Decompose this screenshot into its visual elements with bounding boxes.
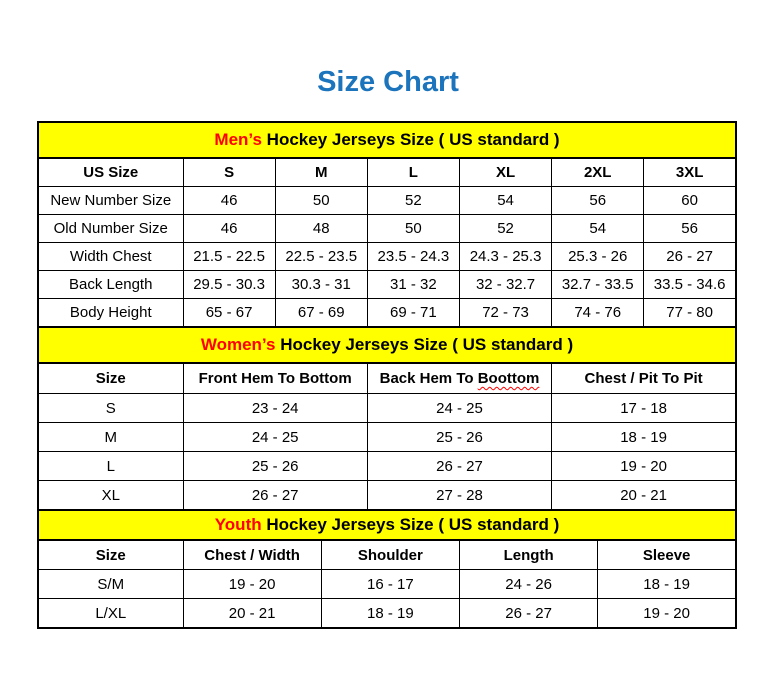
youth-column-header-0 [38, 540, 183, 570]
mens-table-row-2 [38, 243, 736, 271]
womens-column-header-2 [367, 363, 551, 394]
mens-cell-3-2: 31 - 32 [367, 271, 459, 299]
header-text: Back Hem To [379, 370, 478, 387]
womens-header-row [38, 363, 736, 394]
youth-cell-1-2: 26 - 27 [460, 599, 598, 629]
mens-cell-3-5: 33.5 - 34.6 [644, 271, 736, 299]
womens-size-table [37, 362, 737, 511]
mens-column-header-1 [183, 158, 275, 187]
mens-size-table [37, 157, 737, 328]
youth-cell-0-2: 24 - 26 [460, 570, 598, 599]
header-text: S [224, 164, 235, 181]
mens-cell-4-3: 72 - 73 [459, 299, 551, 328]
youth-table-row-0 [38, 570, 736, 599]
mens-cell-4-5: 77 - 80 [644, 299, 736, 328]
mens-cell-3-3: 32 - 32.7 [459, 271, 551, 299]
womens-cell-0-2: 17 - 18 [552, 394, 736, 423]
womens-table-row-2 [38, 452, 736, 481]
header-text: Front Hem To Bottom [198, 370, 352, 387]
youth-cell-0-1: 16 - 17 [321, 570, 459, 599]
mens-cell-0-4: 56 [552, 187, 644, 215]
mens-cell-4-1: 67 - 69 [275, 299, 367, 328]
header-text: Chest / Pit To Pit [584, 370, 703, 387]
header-text: Size [95, 370, 126, 387]
mens-column-header-4 [459, 158, 551, 187]
youth-cell-1-3: 19 - 20 [598, 599, 736, 629]
mens-cell-1-2: 50 [367, 215, 459, 243]
womens-title-rest: Hockey Jerseys Size ( US standard ) [275, 335, 574, 354]
size-chart-sections [37, 121, 737, 629]
mens-cell-0-0: 46 [183, 187, 275, 215]
mens-cell-2-3: 24.3 - 25.3 [459, 243, 551, 271]
mens-cell-2-2: 23.5 - 24.3 [367, 243, 459, 271]
mens-column-header-5 [552, 158, 644, 187]
youth-header-row [38, 540, 736, 570]
mens-cell-2-0: 21.5 - 22.5 [183, 243, 275, 271]
mens-cell-1-0: 46 [183, 215, 275, 243]
header-text: XL [495, 164, 516, 181]
mens-column-header-3 [367, 158, 459, 187]
womens-table-row-0 [38, 394, 736, 423]
womens-cell-1-0: 24 - 25 [183, 423, 367, 452]
womens-table-row-1 [38, 423, 736, 452]
section-womens [37, 326, 737, 511]
mens-table-row-3 [38, 271, 736, 299]
womens-column-header-0 [38, 363, 183, 394]
womens-cell-0-1: 24 - 25 [367, 394, 551, 423]
womens-cell-3-0: 26 - 27 [183, 481, 367, 511]
youth-row-label-1: L/XL [38, 599, 183, 629]
mens-cell-4-4: 74 - 76 [552, 299, 644, 328]
mens-cell-0-5: 60 [644, 187, 736, 215]
womens-row-label-0: S [38, 394, 183, 423]
mens-cell-2-4: 25.3 - 26 [552, 243, 644, 271]
womens-row-label-3: XL [38, 481, 183, 511]
youth-cell-0-3: 18 - 19 [598, 570, 736, 599]
youth-column-header-2 [321, 540, 459, 570]
mens-row-label-4: Body Height [38, 299, 183, 328]
womens-cell-3-1: 27 - 28 [367, 481, 551, 511]
womens-section-title [37, 326, 737, 364]
mens-header-row [38, 158, 736, 187]
youth-section-title [37, 509, 737, 541]
mens-cell-2-5: 26 - 27 [644, 243, 736, 271]
youth-table-row-1 [38, 599, 736, 629]
header-text: Shoulder [357, 546, 423, 564]
mens-cell-3-0: 29.5 - 30.3 [183, 271, 275, 299]
womens-title-highlight: Women’s [200, 335, 276, 354]
mens-table-row-4 [38, 299, 736, 328]
youth-title-highlight: Youth [214, 515, 262, 534]
youth-column-header-3 [460, 540, 598, 570]
youth-cell-1-1: 18 - 19 [321, 599, 459, 629]
header-text: Chest / Width [204, 546, 300, 564]
womens-table-row-3 [38, 481, 736, 511]
womens-cell-1-1: 25 - 26 [367, 423, 551, 452]
mens-title-highlight: Men’s [214, 130, 262, 149]
header-text: M [314, 164, 328, 181]
section-youth [37, 509, 737, 629]
mens-title-rest: Hockey Jerseys Size ( US standard ) [261, 130, 560, 149]
mens-cell-4-0: 65 - 67 [183, 299, 275, 328]
header-text: Length [503, 546, 554, 564]
womens-row-label-1: M [38, 423, 183, 452]
header-text: Sleeve [642, 546, 691, 564]
womens-cell-2-2: 19 - 20 [552, 452, 736, 481]
womens-column-header-1 [183, 363, 367, 394]
mens-cell-0-2: 52 [367, 187, 459, 215]
header-text: 2XL [583, 164, 612, 181]
page-title: Size Chart [317, 66, 459, 98]
mens-column-header-0 [38, 158, 183, 187]
mens-cell-1-4: 54 [552, 215, 644, 243]
womens-row-label-2: L [38, 452, 183, 481]
header-text: US Size [83, 164, 139, 181]
mens-cell-2-1: 22.5 - 23.5 [275, 243, 367, 271]
youth-column-header-1 [183, 540, 321, 570]
youth-column-header-4 [598, 540, 736, 570]
section-mens [37, 121, 737, 328]
mens-column-header-6 [644, 158, 736, 187]
mens-cell-3-4: 32.7 - 33.5 [552, 271, 644, 299]
mens-column-header-2 [275, 158, 367, 187]
mens-row-label-2: Width Chest [38, 243, 183, 271]
mens-cell-3-1: 30.3 - 31 [275, 271, 367, 299]
mens-cell-1-5: 56 [644, 215, 736, 243]
mens-cell-1-1: 48 [275, 215, 367, 243]
mens-cell-0-1: 50 [275, 187, 367, 215]
womens-cell-1-2: 18 - 19 [552, 423, 736, 452]
youth-size-table [37, 539, 737, 629]
mens-cell-1-3: 52 [459, 215, 551, 243]
header-text: 3XL [675, 164, 704, 181]
mens-cell-0-3: 54 [459, 187, 551, 215]
mens-table-row-1 [38, 215, 736, 243]
womens-column-header-3 [552, 363, 736, 394]
womens-cell-2-0: 25 - 26 [183, 452, 367, 481]
misspelled-word: Boottom [477, 370, 540, 387]
youth-title-rest: Hockey Jerseys Size ( US standard ) [261, 515, 560, 534]
header-text: L [408, 164, 418, 181]
mens-section-title [37, 121, 737, 159]
mens-row-label-1: Old Number Size [38, 215, 183, 243]
youth-cell-0-0: 19 - 20 [183, 570, 321, 599]
youth-cell-1-0: 20 - 21 [183, 599, 321, 629]
mens-row-label-3: Back Length [38, 271, 183, 299]
header-text: Size [95, 546, 126, 564]
womens-cell-2-1: 26 - 27 [367, 452, 551, 481]
mens-row-label-0: New Number Size [38, 187, 183, 215]
womens-cell-3-2: 20 - 21 [552, 481, 736, 511]
mens-table-row-0 [38, 187, 736, 215]
mens-cell-4-2: 69 - 71 [367, 299, 459, 328]
womens-cell-0-0: 23 - 24 [183, 394, 367, 423]
youth-row-label-0: S/M [38, 570, 183, 599]
